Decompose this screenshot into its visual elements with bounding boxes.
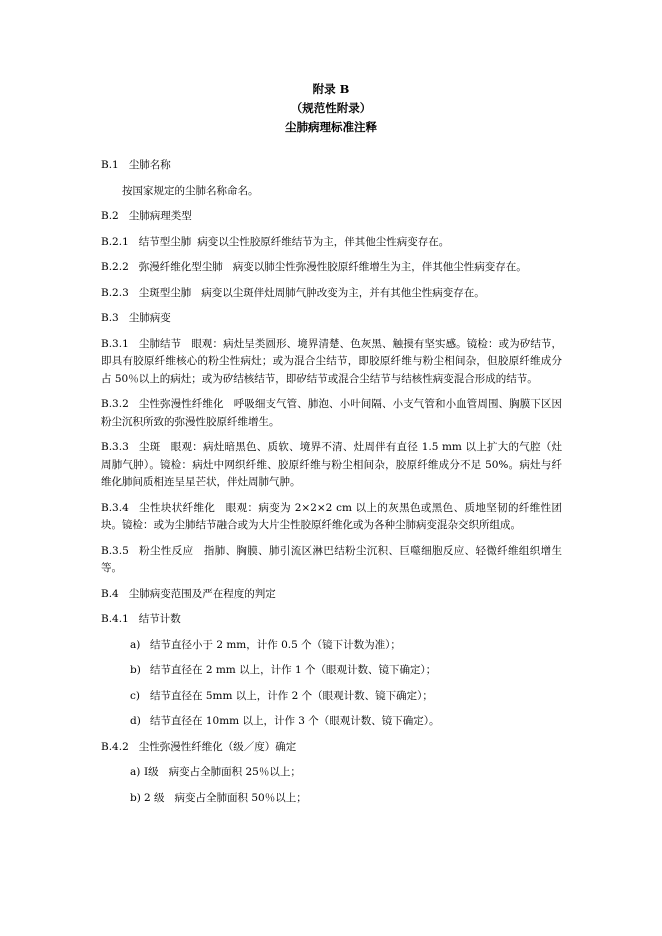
section-b33 <box>101 439 562 492</box>
section-title: 尘斑 <box>138 441 161 453</box>
section-b21 <box>101 234 562 252</box>
appendix-subtitle: （规范性附录） <box>290 101 372 115</box>
section-b35 <box>101 543 562 578</box>
section-text: 病变以肺尘性弥漫性胶原纤维增生为主，伴其他尘性病变存在。 <box>232 261 527 273</box>
section-text: 病变以尘斑伴灶周肺气肿改变为主，并有其他尘性病变存在。 <box>201 286 485 299</box>
appendix-heading: 尘肺病理标准注释 <box>285 120 377 134</box>
section-number: B.3.1 <box>101 337 129 350</box>
section-title: 弥漫纤维化型尘肺 <box>138 261 223 273</box>
list-marker: d) <box>130 715 141 727</box>
section-number: B.2.1 <box>101 235 129 248</box>
section-number: B.4 <box>101 587 119 600</box>
section-number: B.4.1 <box>101 613 129 625</box>
list-marker: b) <box>130 791 141 804</box>
section-text: 眼观：病灶暗黑色、质软、境界不清、灶周伴有直径 1.5 mm 以上扩大的气腔（灶周肺气肿）。镜检：病灶中网织纤维、胶原纤维与粉尘相间杂，胶原纤维成分不足 50%。病灶与纤维化肺间质相连呈星芒状，伴灶周肺气肿。 <box>101 441 563 488</box>
section-b4-heading <box>101 586 562 604</box>
list-marker: a) <box>130 638 141 651</box>
section-title: 尘肺病变 <box>128 312 171 324</box>
section-title: 尘性弥漫性纤维化（级／度）确定 <box>138 740 297 753</box>
section-title: 尘斑型尘肺 <box>138 286 192 299</box>
section-title: 结节计数 <box>138 613 181 625</box>
section-b41-heading <box>101 611 562 629</box>
section-title: 尘性块状纤维化 <box>138 501 216 514</box>
section-number: B.4.2 <box>101 740 129 753</box>
section-text: 指肺、胸膜、肺引流区淋巴结粉尘沉积、巨噬细胞反应、轻微纤维组织增生等。 <box>101 544 563 574</box>
section-number: B.3.3 <box>101 441 129 453</box>
section-text: 病变以尘性胶原纤维结节为主，伴其他尘性病变存在。 <box>197 235 450 248</box>
section-b32 <box>101 396 562 431</box>
section-number: B.3 <box>101 312 119 324</box>
document-body <box>101 157 562 815</box>
list-item <box>101 688 562 706</box>
section-text: 眼观：病灶呈类圆形、境界清楚、色灰黑、触摸有坚实感。镜检：或为矽结节，即具有胶原纤维核心的粉尘性病灶；或为混合尘结节，即胶原纤维与粉尘相间杂，但胶原纤维成分占 50％以上的病灶；或为矽结核结节，即矽结节或混合尘结节与结核性病变混合形成的结节。 <box>101 337 563 385</box>
list-item-text: 结节直径在 5mm 以上，计作 2 个（眼观计数、镜下确定）； <box>150 689 433 702</box>
list-item <box>101 713 562 731</box>
section-title: 粉尘性反应 <box>138 544 194 557</box>
list-marker: c) <box>130 689 140 702</box>
section-title: 尘肺病理类型 <box>128 210 192 222</box>
list-item <box>101 790 562 808</box>
list-marker: a) <box>130 766 141 778</box>
list-item <box>101 637 562 655</box>
list-item-text: 结节直径在 10mm 以上，计作 3 个（眼观计数、镜下确定）。 <box>150 715 440 727</box>
section-b42-heading <box>101 739 562 757</box>
appendix-title: 附录 B <box>312 82 350 96</box>
section-b22 <box>101 259 562 277</box>
list-item-text: 病变占全肺面积 50％以上； <box>174 791 307 804</box>
appendix-title-block <box>0 80 662 137</box>
list-item-text: 病变占全肺面积 25％以上； <box>168 766 301 778</box>
grade-label: Ⅰ级 <box>144 766 159 778</box>
list-item-text: 结节直径小于 2 mm，计作 0.5 个（镜下计数为准）； <box>150 638 401 651</box>
section-number: B.1 <box>101 159 119 171</box>
section-b1-text: 按国家规定的尘肺名称命名。 <box>122 184 259 197</box>
section-number: B.2.2 <box>101 261 129 273</box>
section-text: 呼吸细支气管、肺泡、小叶间隔、小支气管和小血管周围、胸膜下区因粉尘沉积所致的弥漫性胶原纤维增生。 <box>101 398 563 428</box>
section-b2-heading <box>101 208 562 226</box>
section-b34 <box>101 500 562 535</box>
section-title: 尘肺病变范围及严在程度的判定 <box>128 587 276 600</box>
section-number: B.3.2 <box>101 398 129 410</box>
list-marker: b) <box>130 664 141 676</box>
list-item <box>101 662 562 680</box>
section-text: 眼观：病变为 2×2×2 cm 以上的灰黑色或黑色、质地坚韧的纤维性团块。镜检：或为尘肺结节融合或为大片尘性胶原纤维化或为各种尘肺病变混杂交织所组成。 <box>101 501 562 531</box>
section-title: 尘肺名称 <box>128 159 171 171</box>
grade-label: 2 级 <box>144 791 165 804</box>
section-title: 尘肺结节 <box>138 337 182 350</box>
section-b31 <box>101 336 562 389</box>
section-number: B.3.5 <box>101 544 129 557</box>
section-number: B.2 <box>101 210 119 222</box>
section-b1-heading <box>101 157 562 175</box>
list-item <box>101 764 562 782</box>
section-b23 <box>101 285 562 303</box>
section-title: 尘性弥漫性纤维化 <box>138 398 224 410</box>
list-item-text: 结节直径在 2 mm 以上，计作 1 个（眼观计数、镜下确定）； <box>150 664 437 676</box>
section-title: 结节型尘肺 <box>138 235 192 248</box>
section-number: B.3.4 <box>101 501 129 514</box>
section-b3-heading <box>101 310 562 328</box>
section-number: B.2.3 <box>101 286 129 299</box>
